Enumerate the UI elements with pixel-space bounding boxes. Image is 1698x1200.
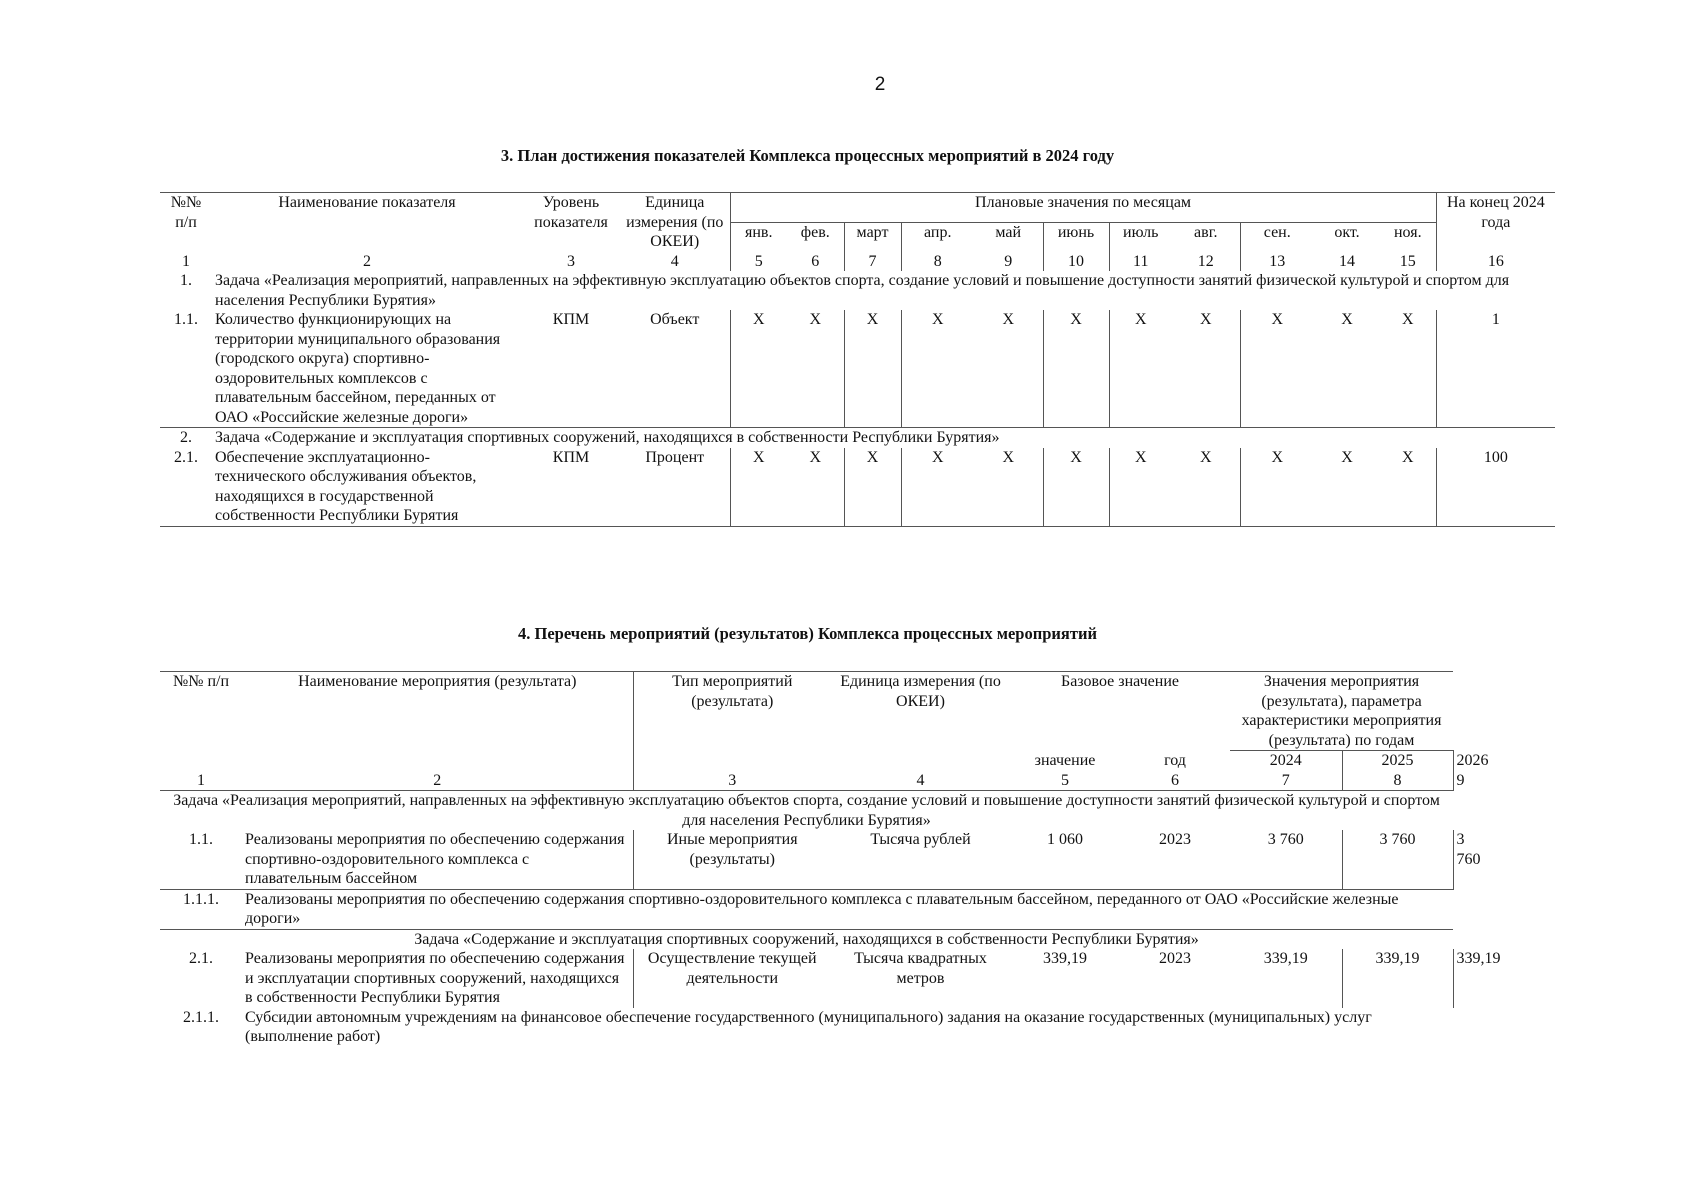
header-year-2024: 2024 bbox=[1230, 751, 1342, 771]
indicator-plan-table bbox=[160, 192, 1555, 527]
column-number: 4 bbox=[670, 252, 679, 270]
month-value: X bbox=[1240, 448, 1314, 527]
month-value: X bbox=[1043, 448, 1109, 527]
month-value: X bbox=[1402, 448, 1414, 466]
activity-unit: Тысяча рублей bbox=[870, 831, 971, 848]
indicator-row bbox=[160, 310, 1555, 428]
month-header: июнь bbox=[1043, 222, 1109, 251]
task-row bbox=[160, 428, 1555, 448]
column-number: 16 bbox=[1436, 252, 1555, 272]
month-header: май bbox=[995, 223, 1022, 241]
task-title: Задача «Содержание и эксплуатация спортивных сооружений, находящихся в собственности Республики Бурятия» bbox=[414, 930, 1199, 948]
indicator-unit: Процент bbox=[645, 448, 705, 466]
month-value: X bbox=[901, 448, 974, 527]
activity-name: Реализованы мероприятия по обеспечению содержания спортивно-оздоровительного комплекса с плавательным бассейном bbox=[245, 831, 625, 887]
month-value: X bbox=[844, 448, 901, 527]
header-monthly-values: Плановые значения по месяцам bbox=[730, 193, 1436, 223]
month-header: фев. bbox=[800, 223, 830, 241]
header-values-by-year: Значения мероприятия (результата), параметра характеристики мероприятия (результата) по годам bbox=[1241, 673, 1442, 749]
activity-base-value: 1 060 bbox=[1047, 831, 1083, 848]
activity-name: Реализованы мероприятия по обеспечению содержания и эксплуатации спортивных сооружений, находящихся в собственности Республики Бурятия bbox=[245, 950, 625, 1006]
task-title: Задача «Реализация мероприятий, направленных на эффективную эксплуатацию объектов спорта, создание условий и повышение доступности занятий физической культурой и спортом для населения Республики Бурятия» bbox=[215, 272, 1510, 309]
column-number: 3 bbox=[567, 252, 575, 270]
month-header: янв. bbox=[730, 222, 787, 251]
month-value: X bbox=[1341, 311, 1353, 328]
indicator-name: Количество функционирующих на территории муниципального образования (городского округа) спортивно-оздоровительных комплексов с плавательным бассейном, переданных от ОАО «Российские железные дороги» bbox=[215, 311, 501, 426]
column-number: 8 bbox=[901, 252, 974, 272]
column-number: 9 bbox=[1004, 252, 1013, 270]
column-numbers-row: 1 2 3 4 5 6 7 8 9 bbox=[160, 771, 1453, 791]
activity-base-value: 339,19 bbox=[1043, 950, 1087, 967]
month-value: X bbox=[730, 448, 787, 527]
month-value: X bbox=[844, 310, 901, 428]
activity-number: 2.1. bbox=[189, 950, 213, 967]
column-number: 13 bbox=[1240, 252, 1314, 272]
activity-row: 1.1. Реализованы мероприятия по обеспечению содержания спортивно-оздоровительного комплекса с плавательным бассейном Иные мероприятия (результаты) Тысяча рублей 1 060 2023 3 760 3 760 3 760 bbox=[160, 830, 1453, 889]
header-num: №№ п/п bbox=[170, 194, 202, 231]
column-number: 12 bbox=[1197, 252, 1214, 270]
task-title: Задача «Содержание и эксплуатация спортивных сооружений, находящихся в собственности Республики Бурятия» bbox=[215, 429, 1000, 446]
indicator-number: 1.1. bbox=[174, 311, 198, 328]
sub-activity-number: 1.1.1. bbox=[183, 890, 219, 908]
activity-value-2024: 3 760 bbox=[1267, 831, 1304, 848]
month-value: X bbox=[1002, 448, 1015, 466]
header-activity-name: Наименование мероприятия (результата) bbox=[298, 673, 577, 690]
sub-activity-row bbox=[160, 1008, 1453, 1047]
month-header: июль bbox=[1109, 222, 1172, 251]
indicator-name: Обеспечение эксплуатационно-технического обслуживания объектов, находящихся в государственной собственности Республики Бурятия bbox=[215, 448, 477, 524]
header-base-value-value: значение bbox=[1034, 751, 1096, 769]
column-number: 7 bbox=[1281, 771, 1290, 789]
header-year-2025: 2025 bbox=[1342, 751, 1453, 771]
month-value: X bbox=[1043, 310, 1109, 428]
task-row bbox=[160, 791, 1453, 831]
month-header: авг. bbox=[1194, 223, 1218, 241]
column-number: 14 bbox=[1339, 252, 1355, 270]
column-number: 2 bbox=[433, 771, 442, 789]
column-number: 10 bbox=[1043, 252, 1109, 272]
section-4-title: 4. Перечень мероприятий (результатов) Комплекса процессных мероприятий bbox=[518, 624, 1097, 643]
header-indicator-name: Наименование показателя bbox=[278, 194, 456, 211]
column-number: 1 bbox=[182, 252, 190, 270]
month-value: X bbox=[1109, 448, 1172, 527]
task-number: 2. bbox=[180, 429, 192, 446]
header-activity-type: Тип мероприятий (результата) bbox=[633, 672, 831, 751]
month-value: X bbox=[1109, 310, 1172, 428]
month-value: X bbox=[809, 311, 822, 328]
header-base-year: год bbox=[1164, 751, 1186, 769]
month-value: X bbox=[1199, 448, 1212, 466]
header-row bbox=[160, 672, 1453, 751]
column-number: 1 bbox=[197, 771, 205, 789]
column-number: 7 bbox=[844, 252, 901, 272]
activity-base-year: 2023 bbox=[1159, 831, 1191, 848]
activity-value-2024: 339,19 bbox=[1263, 950, 1308, 967]
column-number: 8 bbox=[1342, 771, 1453, 791]
sub-activity-text: Субсидии автономным учреждениям на финансовое обеспечение государственного (муниципального) задания на оказание государственных (муниципальных) услуг (выполнение работ) bbox=[245, 1008, 1372, 1045]
column-number: 15 bbox=[1399, 252, 1416, 270]
activity-unit: Тысяча квадратных метров bbox=[854, 950, 987, 987]
activity-value-2025: 339,19 bbox=[1342, 949, 1453, 1008]
month-header: сен. bbox=[1240, 222, 1314, 251]
page-number: 2 bbox=[874, 74, 886, 95]
month-value: X bbox=[1341, 448, 1353, 466]
month-header: март bbox=[844, 222, 901, 251]
sub-activity-row bbox=[160, 889, 1453, 929]
month-value: X bbox=[1002, 311, 1015, 328]
subheader-row: значение год 2024 2025 2026 bbox=[160, 751, 1453, 771]
sub-activity-number: 2.1.1. bbox=[183, 1008, 219, 1026]
activity-type: Иные мероприятия (результаты) bbox=[633, 830, 831, 889]
indicator-number: 2.1. bbox=[174, 448, 198, 466]
task-row bbox=[160, 271, 1555, 310]
task-number: 1. bbox=[180, 272, 192, 289]
month-header: апр. bbox=[901, 222, 974, 251]
header-level: Уровень показателя bbox=[534, 194, 608, 231]
header-end-of-year: На конец 2024 года bbox=[1436, 193, 1555, 252]
header-base-value: Базовое значение bbox=[1061, 673, 1179, 690]
month-value: X bbox=[1402, 311, 1414, 328]
indicator-level: КПМ bbox=[552, 448, 590, 466]
column-number: 6 bbox=[1171, 771, 1179, 789]
month-value: X bbox=[1240, 310, 1314, 428]
header-unit: Единица измерения (по ОКЕИ) bbox=[840, 673, 1001, 710]
sub-activity-text: Реализованы мероприятия по обеспечению содержания спортивно-оздоровительного комплекса с плавательным бассейном, переданного от ОАО «Российские железные дороги» bbox=[245, 890, 1399, 927]
activity-row: 2.1. Реализованы мероприятия по обеспечению содержания и эксплуатации спортивных сооружений, находящихся в собственности Республики Бурятия Осуществление текущей деятельности Тысяча квадратных метров 339,19 2023 339,19 339,19 339,19 bbox=[160, 949, 1453, 1008]
month-value: X bbox=[809, 448, 822, 466]
task-row bbox=[160, 929, 1453, 949]
header-num: №№ п/п bbox=[172, 673, 230, 690]
column-number: 2 bbox=[363, 252, 371, 270]
activities-table bbox=[160, 671, 1501, 1047]
activity-base-year: 2023 bbox=[1159, 950, 1191, 967]
indicator-row bbox=[160, 448, 1555, 527]
activity-number: 1.1. bbox=[189, 831, 213, 848]
month-header: ноя. bbox=[1393, 223, 1422, 241]
month-value: X bbox=[901, 310, 974, 428]
column-number: 3 bbox=[633, 771, 831, 791]
column-number: 5 bbox=[1061, 771, 1069, 789]
end-of-year-value: 100 bbox=[1436, 448, 1555, 527]
indicator-unit: Объект bbox=[650, 311, 700, 328]
column-numbers-row bbox=[160, 252, 1555, 272]
month-value: X bbox=[1199, 311, 1212, 328]
column-number: 6 bbox=[811, 252, 820, 270]
task-title: Задача «Реализация мероприятий, направленных на эффективную эксплуатацию объектов спорта, создание условий и повышение доступности занятий физической культурой и спортом для населения Республики Бурятия» bbox=[173, 792, 1440, 829]
month-value: X bbox=[730, 310, 787, 428]
section-3-title: 3. План достижения показателей Комплекса процессных мероприятий в 2024 году bbox=[500, 146, 1115, 165]
month-header: окт. bbox=[1334, 223, 1360, 241]
activity-type: Осуществление текущей деятельности bbox=[633, 949, 831, 1008]
activity-value-2025: 3 760 bbox=[1342, 830, 1453, 889]
end-of-year-value: 1 bbox=[1436, 310, 1555, 428]
indicator-level: КПМ bbox=[552, 311, 590, 328]
column-number: 4 bbox=[916, 771, 925, 789]
column-number: 11 bbox=[1109, 252, 1172, 272]
header-unit: Единица измерения (по ОКЕИ) bbox=[626, 194, 724, 250]
column-number: 5 bbox=[730, 252, 787, 272]
